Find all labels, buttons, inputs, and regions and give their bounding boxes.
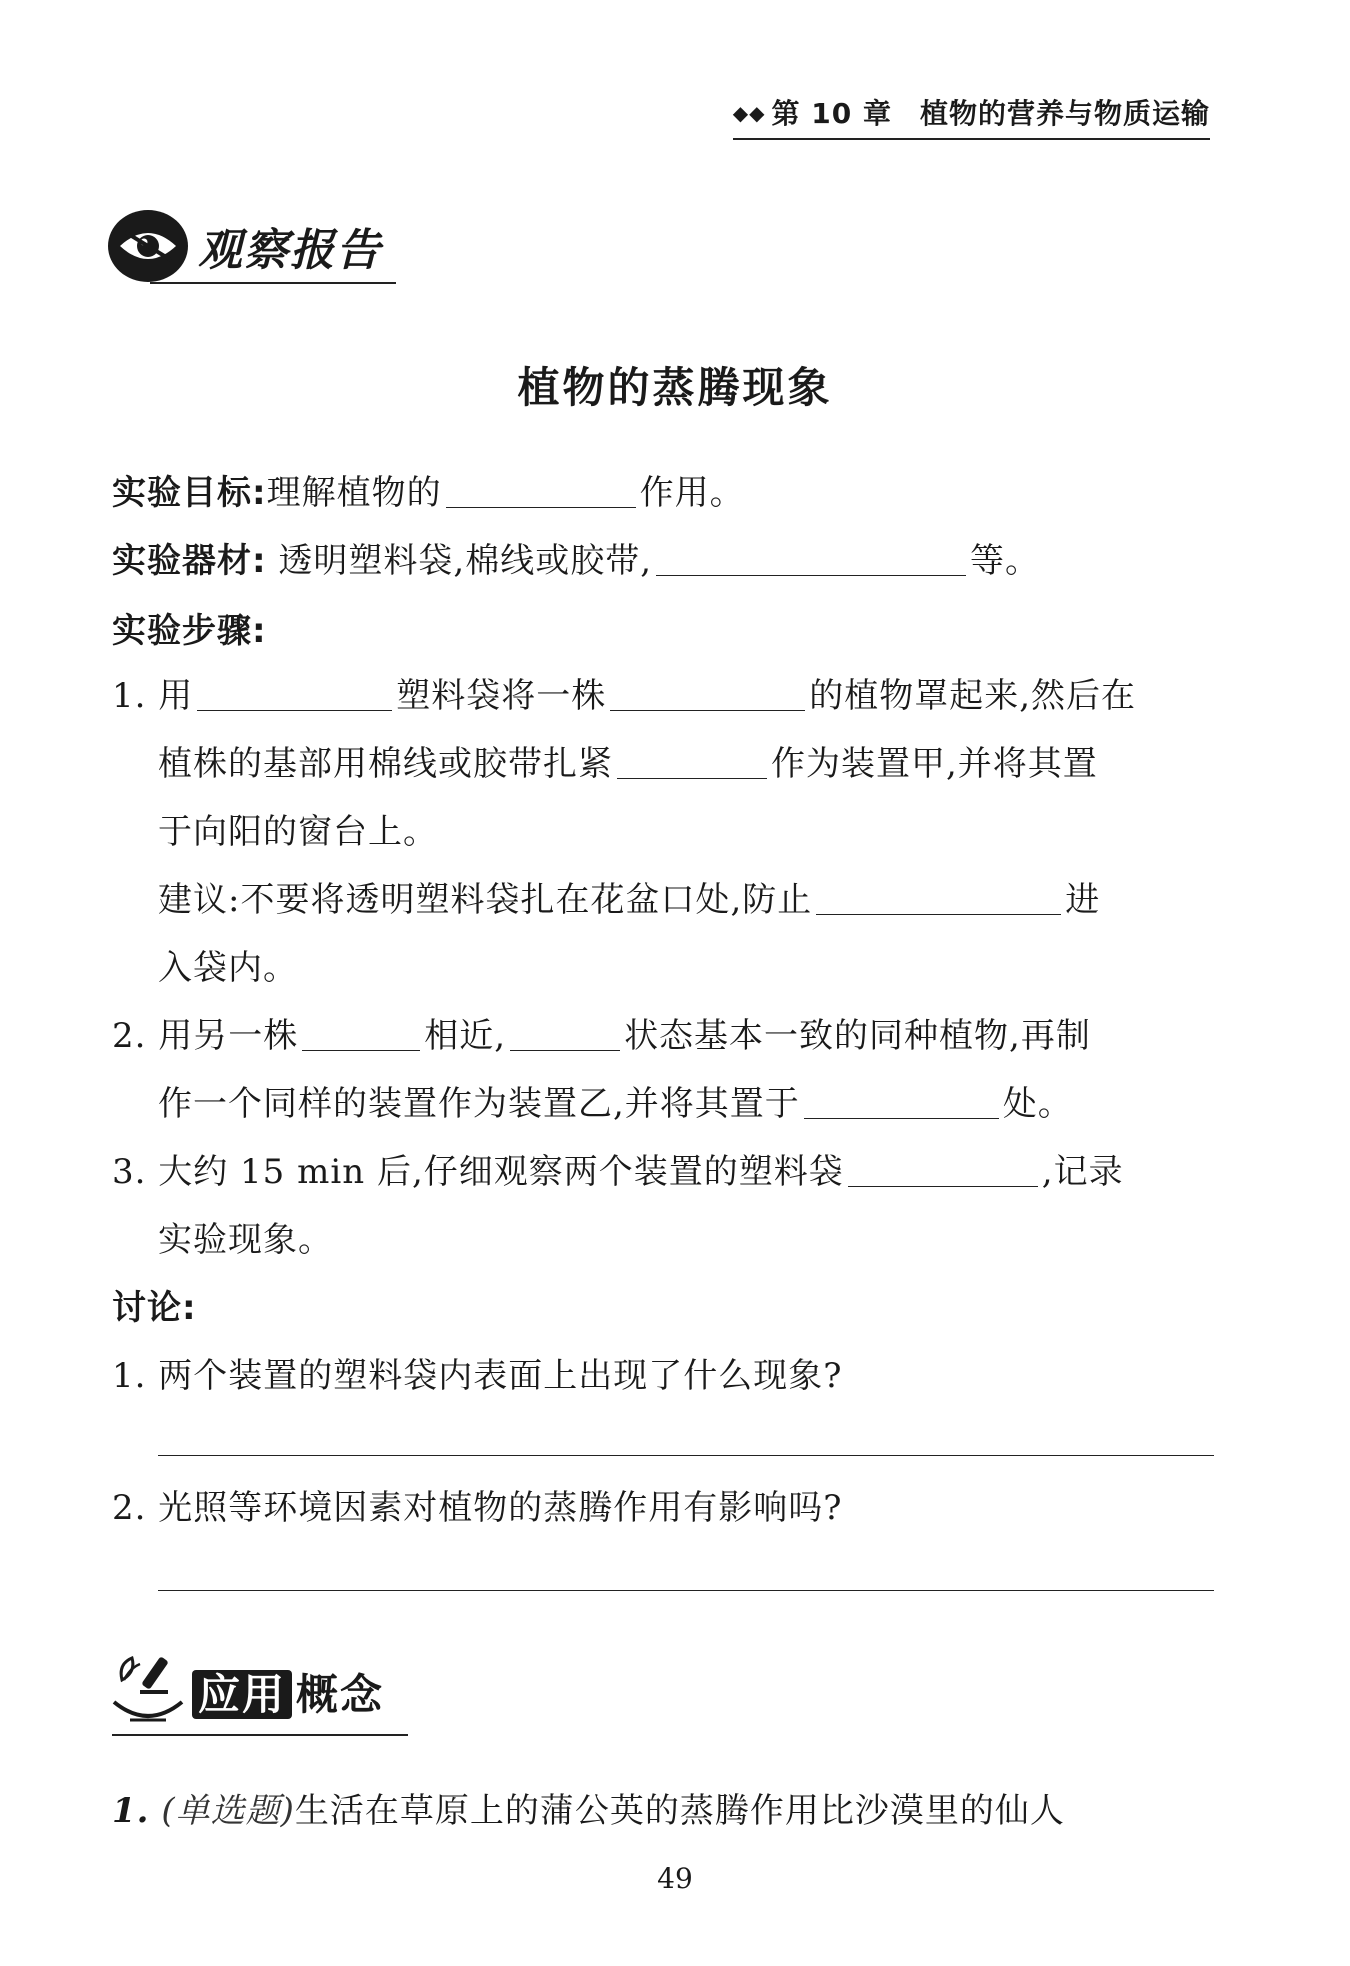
step1-line5: 入袋内。 [158, 948, 298, 988]
step-text: 3. 大约 15 min 后,仔细观察两个装置的塑料袋 [112, 1152, 844, 1192]
discussion-label: 讨论: [112, 1288, 197, 1328]
fill-blank[interactable] [848, 1156, 1038, 1187]
chapter-title: 植物的营养与物质运输 [919, 97, 1210, 130]
banner-underline [150, 282, 396, 284]
step-text: 塑料袋将一株 [396, 676, 607, 716]
fill-blank[interactable] [804, 1088, 999, 1119]
question-1 [112, 1783, 1065, 1832]
fill-blank[interactable] [510, 1020, 620, 1051]
chapter-number: 第 10 章 [771, 97, 892, 130]
page-title: 植物的蒸腾现象 [517, 363, 833, 412]
eye-icon [108, 210, 188, 282]
objective-text-end: 作用。 [639, 473, 745, 513]
diamond-icon: ◆◆ [732, 101, 766, 125]
question-text: 生活在草原上的蒲公英的蒸腾作用比沙漠里的仙人 [294, 1791, 1065, 1831]
step-text: 作为装置甲,并将其置 [771, 744, 1098, 784]
fill-blank[interactable] [816, 884, 1061, 915]
answer-line[interactable] [158, 1455, 1214, 1456]
step1-suggestion [158, 872, 1100, 921]
materials-text-end: 等。 [970, 541, 1041, 581]
step-text: 状态基本一致的同种植物,再制 [624, 1016, 1091, 1056]
step-text: 进 [1065, 880, 1101, 920]
fill-blank[interactable] [610, 680, 805, 711]
question-number: 1. [112, 1791, 150, 1831]
discussion-q2: 2. 光照等环境因素对植物的蒸腾作用有影响吗? [112, 1488, 843, 1528]
step-text: 作一个同样的装置作为装置乙,并将其置于 [158, 1084, 800, 1124]
step-text: ,记录 [1041, 1152, 1124, 1192]
answer-line[interactable] [158, 1590, 1214, 1591]
step-text: 相近, [424, 1016, 507, 1056]
observe-report-banner [108, 210, 382, 282]
apply-concept-banner [110, 1650, 384, 1734]
concept-word: 概念 [296, 1670, 385, 1719]
fill-blank[interactable] [197, 680, 392, 711]
materials-label: 实验器材: [112, 541, 267, 581]
objective-label: 实验目标: [112, 473, 267, 513]
step2-line2 [158, 1076, 1073, 1125]
fill-blank[interactable] [617, 748, 767, 779]
objective-text: 理解植物的 [266, 473, 442, 513]
step-text: 1. 用 [112, 676, 194, 716]
fill-blank[interactable] [446, 477, 636, 508]
step1-line3: 于向阳的窗台上。 [158, 812, 438, 852]
step-text: 建议:不要将透明塑料袋扎在花盆口处,防止 [158, 880, 813, 920]
microscope-plant-icon [110, 1650, 186, 1734]
materials-line [112, 533, 1040, 582]
fill-blank[interactable] [656, 545, 966, 576]
step-text: 的植物罩起来,然后在 [809, 676, 1137, 716]
step2-line1 [112, 1008, 1091, 1057]
objective-line [112, 465, 745, 514]
steps-label: 实验步骤: [112, 611, 267, 651]
step3-line2: 实验现象。 [158, 1220, 333, 1260]
step-text: 2. 用另一株 [112, 1016, 299, 1056]
step-text: 处。 [1002, 1084, 1073, 1124]
apply-boxed-word: 应用 [192, 1670, 292, 1719]
question-type: (单选题) [161, 1791, 295, 1831]
step1-line2 [158, 736, 1098, 785]
section-label: 观察报告 [198, 225, 382, 276]
banner-underline [112, 1734, 408, 1736]
fill-blank[interactable] [302, 1020, 420, 1051]
materials-text: 透明塑料袋,棉线或胶带, [278, 541, 653, 581]
running-header [733, 92, 1210, 140]
step1-line1 [112, 668, 1136, 717]
page-number: 49 [657, 1862, 693, 1895]
step3-line1 [112, 1144, 1124, 1193]
step-text: 植株的基部用棉线或胶带扎紧 [158, 744, 613, 784]
discussion-q1: 1. 两个装置的塑料袋内表面上出现了什么现象? [112, 1356, 843, 1396]
